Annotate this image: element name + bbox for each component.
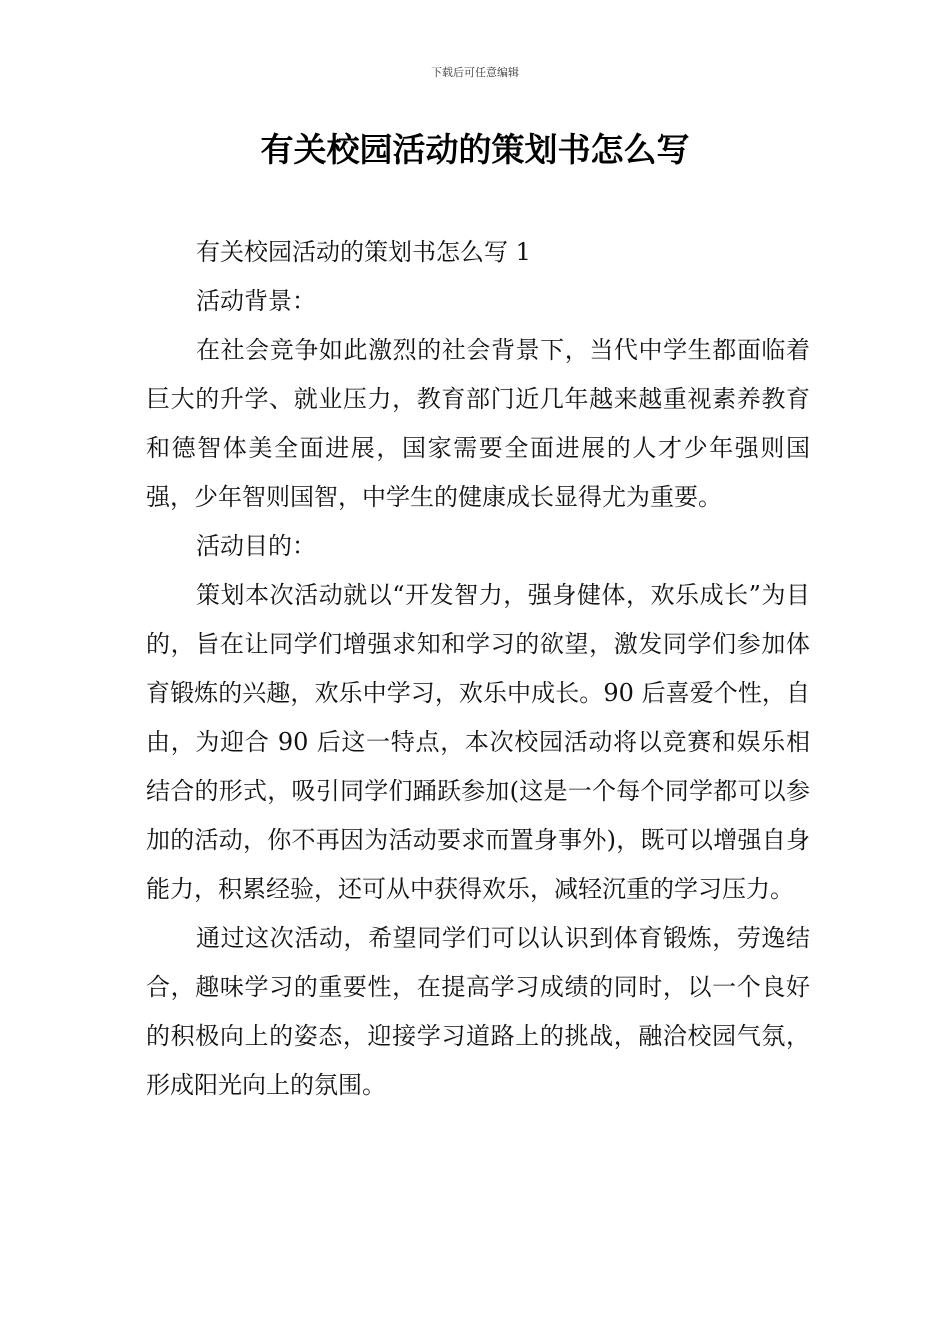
paragraph-background: 在社会竞争如此激烈的社会背景下，当代中学生都面临着巨大的升学、就业压力，教育部门近几年越来越重视素养教育和德智体美全面进展，国家需要全面进展的人才少年强则国强，少年智则国智，中学生的健康成长显得尤为重要。	[146, 336, 810, 511]
header-note: 下载后可任意编辑	[431, 66, 519, 79]
paragraph-expectation: 通过这次活动，希望同学们可以认识到体育锻炼，劳逸结合，趣味学习的重要性，在提高学习成绩的同时，以一个良好的积极向上的姿态，迎接学习道路上的挑战，融洽校园气氛，形成阳光向上的氛围。	[146, 924, 810, 1099]
document-body	[146, 228, 810, 1110]
section-heading: 有关校园活动的策划书怎么写 1	[196, 238, 531, 266]
document-title: 有关校园活动的策划书怎么写	[260, 130, 690, 169]
subheading-purpose: 活动目的：	[196, 532, 316, 560]
paragraph-purpose: 策划本次活动就以“开发智力，强身健体，欢乐成长”为目的，旨在让同学们增强求知和学习的欲望，激发同学们参加体育锻炼的兴趣，欢乐中学习，欢乐中成长。90 后喜爱个性，自由，为迎合 90 后这一特点，本次校园活动将以竞赛和娱乐相结合的形式，吸引同学们踊跃参加(这是一个每个同学都可以参加的活动，你不再因为活动要求而置身事外)，既可以增强自身能力，积累经验，还可从中获得欢乐，减轻沉重的学习压力。	[146, 581, 810, 903]
subheading-background: 活动背景：	[196, 287, 316, 315]
